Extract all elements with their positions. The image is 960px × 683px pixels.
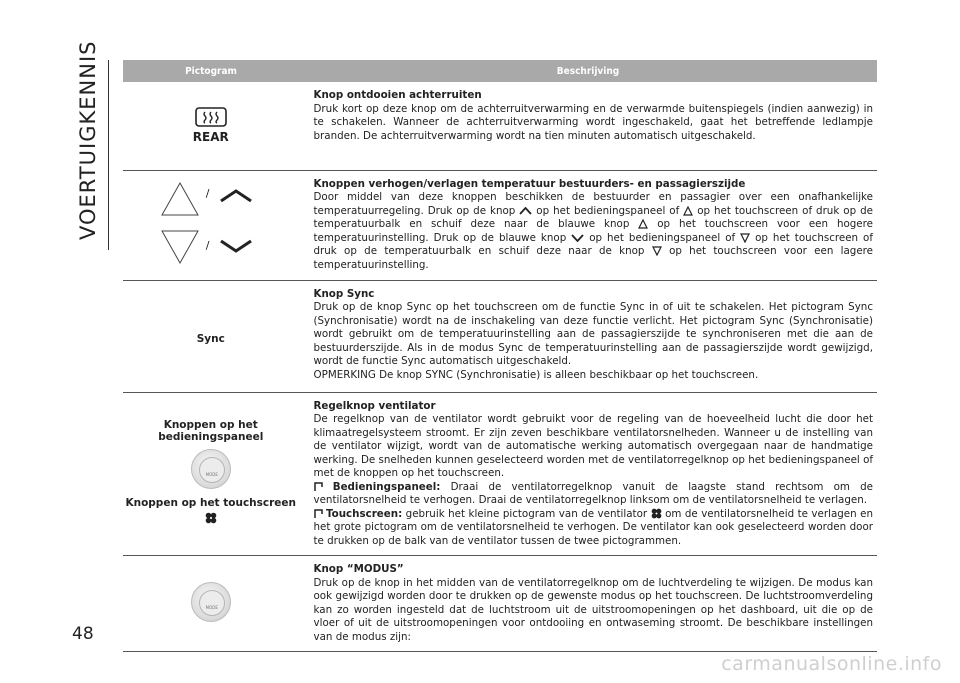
triangle-up-icon	[683, 206, 693, 216]
col-header-description: Beschrijving	[299, 60, 877, 82]
slash-separator: /	[205, 187, 210, 200]
row-text: op het touchscreen of druk op de temperatuurbalk en schuif deze naar de blauwe knop	[313, 204, 873, 230]
triangle-down-icon	[740, 233, 750, 243]
pictogram-cell	[123, 392, 299, 556]
row-text: op het touchscreen voor een hogere temperatuurinstelling. Druk op de blauwe knop	[313, 218, 873, 244]
chevron-up-icon	[519, 207, 532, 215]
chevron-down-icon	[218, 239, 254, 253]
table-row	[123, 170, 877, 280]
chevron-down-icon	[571, 234, 584, 242]
touchscreen-label: Touchscreen:	[325, 507, 403, 520]
touchscreen-buttons-label: Knoppen op het touchscreen	[125, 497, 297, 510]
controls-table	[123, 60, 877, 652]
description-cell	[299, 280, 877, 392]
knob-mode-label: MODE	[199, 590, 225, 616]
pictogram-cell	[123, 280, 299, 392]
row-text: gebruik het kleine pictogram van de ventilator	[405, 507, 648, 520]
row-title: Knop ontdooien achterruiten	[313, 89, 482, 101]
table-row	[123, 556, 877, 652]
footer-watermark: carmanualsonline.info	[721, 653, 942, 675]
table-row	[123, 280, 877, 392]
description-cell	[299, 82, 877, 170]
mode-knob	[191, 582, 231, 622]
row-text: De regelknop van de ventilator wordt gebruikt voor de regeling van de hoeveelheid lucht die door het klimaatregelsysteem stroomt. Er zijn zeven beschikbare ventilatorsnelheden. Wanneer u de instelling van de ventilator wijzigt, wordt van de automatische werking automatisch overgegaan naar de handmatige werking. De snelheden kunnen geselecteerd worden met de ventilatorregelknop op het bedieningspaneel of met de knoppen op het touchscreen.	[313, 413, 873, 479]
row-title: Knop Sync	[313, 287, 375, 300]
section-divider	[108, 60, 109, 250]
col-header-pictogram: Pictogram	[123, 60, 299, 82]
row-text: Druk kort op deze knop om de achterruitverwarming en de verwarmde buitenspiegels (indien aanwezig) in te schakelen. Wanneer de achterruitverwarming wordt ingeschakeld, gaat het betreffende ledlampje branden. De achterruitverwarming wordt na tien minuten automatisch uitgeschakeld.	[313, 102, 873, 142]
row-title: Regelknop ventilator	[313, 399, 436, 412]
pictogram-cell	[123, 556, 299, 652]
row-title: Knoppen verhogen/verlagen temperatuur bestuurders- en passagierszijde	[313, 177, 746, 190]
triangle-up-icon	[160, 181, 200, 217]
page-number: 48	[72, 624, 94, 644]
panel-label: Bedieningspaneel:	[332, 480, 441, 493]
row-text: om de ventilatorsnelheid te verlagen en het grote pictogram om de ventilatorsnelheid te verhogen. De ventilator kan ook geselecteerd worden door te drukken op de balk van de ventilator tussen de twee pictogrammen.	[313, 507, 873, 547]
row-text: Draai de ventilatorregelknop vanuit de laagste stand rechtsom om de ventilatorsnelheid te verhogen. Draai de ventilatorregelknop linksom om de ventilatorsnelheid te verlagen.	[313, 480, 874, 506]
panel-buttons-label: Knoppen op het bedieningspaneel	[158, 419, 264, 444]
triangle-down-icon	[652, 246, 662, 256]
table-header	[123, 60, 877, 82]
fan-icon	[651, 508, 662, 519]
table-row	[123, 82, 877, 170]
rear-label: REAR	[192, 130, 229, 145]
section-title: VOERTUIGKENNIS	[76, 40, 100, 240]
pictogram-cell	[123, 82, 299, 170]
knob-mode-label: MODE	[199, 457, 225, 483]
pictogram-cell	[123, 170, 299, 280]
row-text: op het touchscreen of druk op de temperatuurbalk en schuif deze naar de knop	[313, 231, 873, 257]
table-row	[123, 392, 877, 556]
row-text: Druk op de knop in het midden van de ventilatorregelknop om de luchtverdeling te wijzigen. De modus kan ook gewijzigd worden door te drukken op de gewenste modus op het touchscreen. De luchtstroomverdeling kan zo worden ingesteld dat de luchtstroom uit de uitstroomopeningen op het dashboard, uit die op de vloer of uit de uitstroomopeningen voor ontdooiing en ontwaseming stroomt. De beschikbare instellingen van de modus zijn:	[313, 576, 873, 643]
triangle-down-icon	[160, 229, 200, 265]
description-cell	[299, 392, 877, 556]
row-text: op het bedieningspaneel of	[589, 231, 736, 244]
triangle-up-icon	[638, 219, 648, 229]
row-note: OPMERKING De knop SYNC (Synchronisatie) is alleen beschikbaar op het touchscreen.	[313, 368, 759, 381]
square-bracket-icon	[314, 482, 323, 492]
square-bracket-icon	[314, 509, 323, 519]
chevron-up-icon	[218, 189, 254, 203]
row-text: op het touchscreen voor een lagere temperatuurinstelling.	[313, 245, 874, 271]
fan-icon	[205, 512, 217, 524]
sync-label: Sync	[196, 332, 225, 345]
row-title: Knop “MODUS”	[313, 563, 404, 575]
row-text: Door middel van deze knoppen beschikken de bestuurder en passagier over een onafhankelijke temperatuurregeling. Druk op de knop	[313, 191, 873, 217]
row-text: Druk op de knop Sync op het touchscreen om de functie Sync in of uit te schakelen. Het pictogram Sync (Synchronisatie) wordt na de inschakeling van deze functie verlicht. Het pictogram Sync (Synchronisatie) wordt gebruikt om de temperatuurinstelling aan de passagierszijde te synchroniseren met die aan de bestuurderszijde. Als in de modus Sync de temperatuurinstelling aan de passagierszijde wordt gewijzigd, wordt de functie Sync automatisch uitgeschakeld.	[313, 301, 873, 367]
rear-defrost-icon	[193, 106, 229, 144]
slash-separator: /	[205, 239, 210, 252]
row-text: op het bedieningspaneel of	[536, 204, 680, 217]
description-cell	[299, 556, 877, 652]
fan-control-knob	[191, 449, 231, 489]
description-cell	[299, 170, 877, 280]
